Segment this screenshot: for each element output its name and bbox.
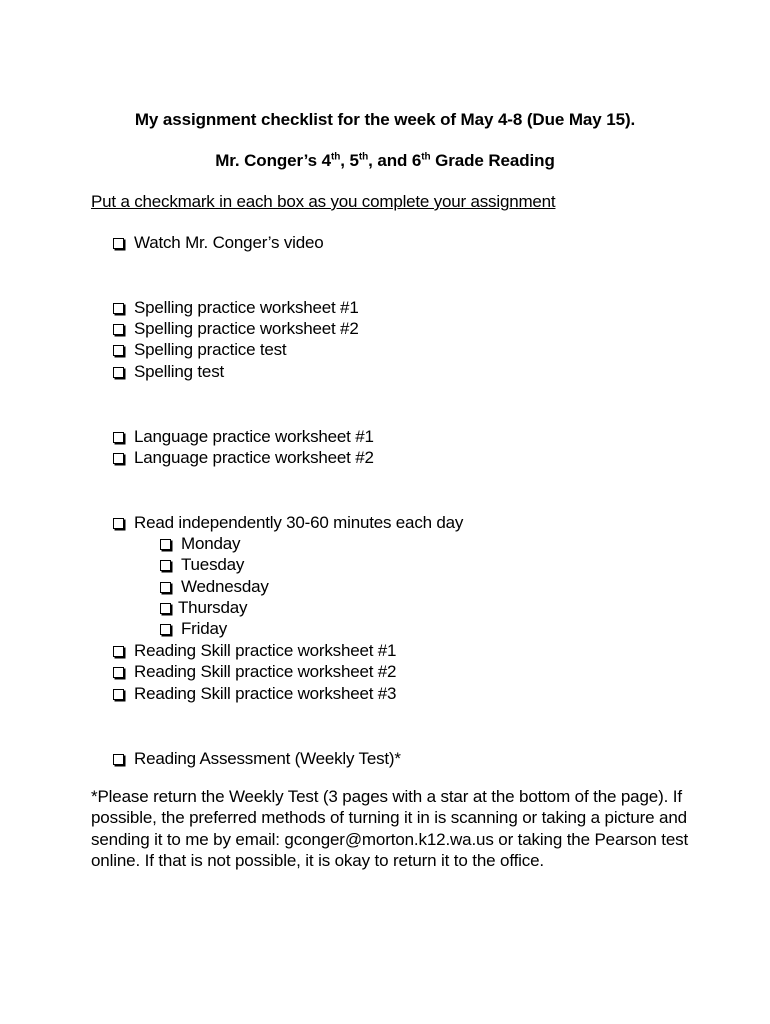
checklist-item-label: Language practice worksheet #2 [134,448,374,467]
subtitle-superscript: th [421,151,431,163]
checklist-item-label: Spelling test [134,362,225,381]
subtitle-part: , and 6 [368,151,422,170]
checklist-item-language[interactable] [113,426,374,447]
checklist-item-video[interactable] [113,232,324,253]
subtitle-part: , 5 [340,151,359,170]
checklist-item-label: Thursday [178,598,248,617]
checklist-item-label: Wednesday [181,577,269,596]
checkbox-icon[interactable] [113,689,124,700]
subtitle-part: Mr. Conger’s 4 [215,151,331,170]
checkbox-icon[interactable] [113,667,124,678]
subtitle-superscript: th [358,151,369,163]
checklist-item-reading[interactable] [113,512,463,533]
checklist-subitem-day[interactable] [160,533,240,554]
checklist-item-label: Read independently 30-60 minutes each day [134,513,464,532]
checklist-item-label: Reading Skill practice worksheet #1 [134,641,397,660]
checklist-item-spelling[interactable] [113,339,286,360]
return-instructions-note: *Please return the Weekly Test (3 pages with a star at the bottom of the page). If possible, the preferred methods of turning it in is scanning or taking a picture and sending it to me by email: gconger@morton.k12.wa.us or taking the Pearson test online. If that is not possible, it is okay to return it to the office. [91,787,689,871]
checklist-item-reading-skill[interactable] [113,661,396,682]
checkbox-icon[interactable] [113,754,124,765]
checkbox-icon[interactable] [113,518,124,529]
page-subtitle [0,151,770,171]
checkbox-icon[interactable] [160,560,171,571]
checklist-item-reading-skill[interactable] [113,640,396,661]
instructions: Put a checkmark in each box as you complete your assignment [91,192,556,211]
checklist-item-spelling[interactable] [113,297,359,318]
checklist-item-spelling[interactable] [113,361,224,382]
checklist-item-reading-skill[interactable] [113,683,396,704]
checklist-item-label: Spelling practice worksheet #1 [134,298,359,317]
checklist-item-label: Spelling practice worksheet #2 [134,319,359,338]
checklist-subitem-day[interactable] [160,618,227,639]
subtitle-superscript: th [330,151,341,163]
checkbox-icon[interactable] [113,367,124,378]
checklist-item-label: Monday [181,534,241,553]
checklist-subitem-day[interactable] [160,554,244,575]
checklist-subitem-day[interactable] [160,597,247,618]
checklist-item-label: Reading Skill practice worksheet #2 [134,662,397,681]
checklist-item-assessment[interactable] [113,748,401,769]
checkbox-icon[interactable] [113,324,124,335]
checklist-item-label: Friday [181,619,228,638]
checkbox-icon[interactable] [160,603,171,614]
checkbox-icon[interactable] [160,582,171,593]
checklist-item-label: Reading Skill practice worksheet #3 [134,684,397,703]
checklist-item-spelling[interactable] [113,318,359,339]
page-title: My assignment checklist for the week of May 4-8 (Due May 15). [134,110,636,129]
checkbox-icon[interactable] [113,238,124,249]
checkbox-icon[interactable] [113,646,124,657]
checklist-item-label: Reading Assessment (Weekly Test)* [134,749,401,768]
checkbox-icon[interactable] [160,539,171,550]
checklist-item-label: Spelling practice test [134,340,287,359]
subtitle-part: Grade Reading [430,151,555,170]
checkbox-icon[interactable] [113,303,124,314]
checklist-subitem-day[interactable] [160,576,269,597]
checklist-item-label: Tuesday [181,555,245,574]
checklist-item-label: Language practice worksheet #1 [134,427,374,446]
checkbox-icon[interactable] [113,453,124,464]
checkbox-icon[interactable] [160,624,171,635]
checklist-item-label: Watch Mr. Conger’s video [134,233,324,252]
checkbox-icon[interactable] [113,432,124,443]
checklist-item-language[interactable] [113,447,374,468]
checkbox-icon[interactable] [113,345,124,356]
